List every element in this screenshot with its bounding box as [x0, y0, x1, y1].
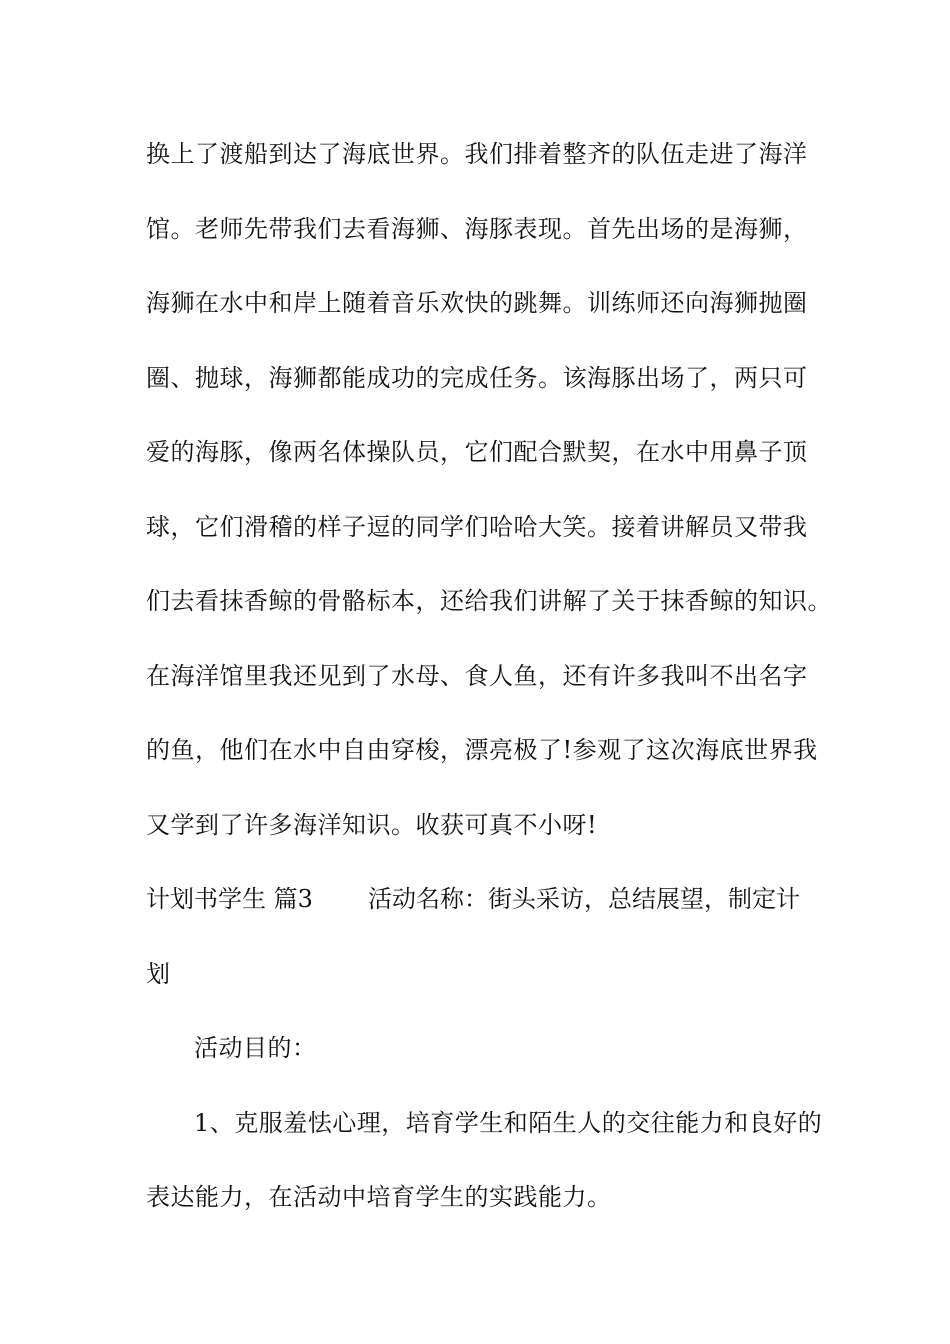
activity-name-continuation: 划 [146, 960, 171, 988]
body-text-line: 馆。老师先带我们去看海狮、海豚表现。首先出场的是海狮， [146, 215, 808, 243]
body-text-line: 换上了渡船到达了海底世界。我们排着整齐的队伍走进了海洋 [146, 140, 808, 168]
body-text-line: 的鱼，他们在水中自由穿梭，漂亮极了!参观了这次海底世界我 [146, 736, 818, 764]
body-text-line: 海狮在水中和岸上随着音乐欢快的跳舞。训练师还向海狮抛圈 [146, 289, 808, 317]
purpose-item-line: 表达能力，在活动中培育学生的实践能力。 [146, 1183, 612, 1211]
body-text-line: 圈、抛球，海狮都能成功的完成任务。该海豚出场了，两只可 [146, 364, 808, 392]
body-text-line: 又学到了许多海洋知识。收获可真不小呀! [146, 811, 598, 839]
body-text-line: 爱的海豚，像两名体操队员，它们配合默契，在水中用鼻子顶 [146, 438, 808, 466]
body-text-line: 球，它们滑稽的样子逗的同学们哈哈大笑。接着讲解员又带我 [146, 513, 808, 541]
activity-name-line: 活动名称：街头采访，总结展望，制定计 [368, 885, 800, 913]
section-title: 计划书学生 篇3 [146, 885, 313, 913]
body-text-line: 们去看抹香鲸的骨骼标本，还给我们讲解了关于抹香鲸的知识。 [146, 587, 832, 615]
body-text-line: 在海洋馆里我还见到了水母、食人鱼，还有许多我叫不出名字 [146, 662, 808, 690]
purpose-label: 活动目的： [194, 1034, 317, 1062]
purpose-item-line: 1、克服羞怯心理，培育学生和陌生人的交往能力和良好的 [194, 1109, 823, 1137]
